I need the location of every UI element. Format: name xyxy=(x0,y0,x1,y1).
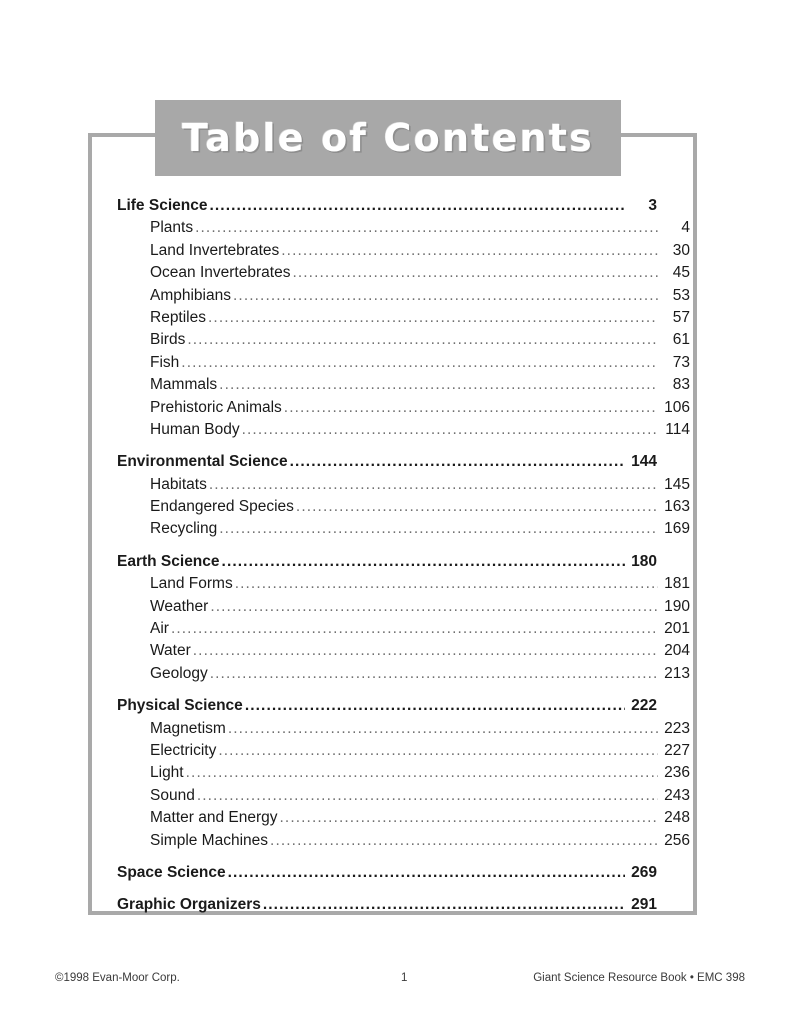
toc-dot-leader xyxy=(235,575,658,591)
toc-dot-leader xyxy=(263,896,625,912)
toc-label: Reptiles xyxy=(150,308,206,326)
toc-page-number: 180 xyxy=(631,552,657,570)
toc-label: Land Forms xyxy=(150,575,233,593)
toc-section-row[interactable] xyxy=(117,197,657,219)
toc-dot-leader xyxy=(242,421,658,437)
toc-list xyxy=(117,197,690,919)
toc-label: Ocean Invertebrates xyxy=(150,264,291,282)
toc-page-number: 30 xyxy=(672,241,690,259)
toc-label: Mammals xyxy=(150,376,218,394)
toc-dot-leader xyxy=(281,242,658,258)
toc-entry-row[interactable] xyxy=(117,598,690,620)
toc-label: Prehistoric Animals xyxy=(150,398,282,416)
toc-label: Life Science xyxy=(117,197,208,214)
toc-label: Geology xyxy=(150,664,208,682)
toc-page-number: 227 xyxy=(664,741,690,759)
toc-dot-leader xyxy=(186,764,658,780)
toc-dot-leader xyxy=(209,197,625,213)
toc-page-number: 169 xyxy=(664,520,690,538)
toc-dot-leader xyxy=(228,720,658,736)
toc-dot-leader xyxy=(284,399,658,415)
toc-dot-leader xyxy=(181,354,658,370)
toc-page-number: 248 xyxy=(664,809,690,827)
toc-page-number: 61 xyxy=(672,331,690,349)
toc-entry-row[interactable] xyxy=(117,399,690,421)
toc-page-number: 106 xyxy=(664,398,690,416)
toc-section-row[interactable] xyxy=(117,864,657,886)
toc-entry-row[interactable] xyxy=(117,309,690,331)
toc-dot-leader xyxy=(219,376,658,392)
toc-dot-leader xyxy=(210,665,658,681)
toc-entry-row[interactable] xyxy=(117,376,690,398)
toc-label: Light xyxy=(150,764,184,782)
toc-page-number: 190 xyxy=(664,597,690,615)
toc-page-number: 83 xyxy=(672,376,690,394)
footer-copyright: ©1998 Evan-Moor Corp. xyxy=(55,972,180,984)
toc-page-number: 204 xyxy=(664,642,690,660)
toc-label: Endangered Species xyxy=(150,498,294,516)
toc-entry-row[interactable] xyxy=(117,642,690,664)
toc-dot-leader xyxy=(228,864,625,880)
toc-label: Environmental Science xyxy=(117,453,288,471)
toc-page-number: 223 xyxy=(664,719,690,737)
toc-page-number: 269 xyxy=(631,863,657,881)
toc-entry-row[interactable] xyxy=(117,421,690,443)
toc-page-number: 45 xyxy=(672,264,690,282)
title-banner xyxy=(155,100,621,176)
toc-dot-leader xyxy=(210,598,658,614)
toc-label: Human Body xyxy=(150,420,240,438)
toc-entry-row[interactable] xyxy=(117,520,690,542)
toc-dot-leader xyxy=(219,520,658,536)
toc-label: Graphic Organizers xyxy=(117,896,261,914)
toc-dot-leader xyxy=(193,642,658,658)
footer-page-number: 1 xyxy=(401,972,408,984)
toc-label: Habitats xyxy=(150,475,207,493)
footer-book-reference: Giant Science Resource Book • EMC 398 xyxy=(533,972,745,984)
toc-page-number: 291 xyxy=(631,896,657,914)
toc-label: Sound xyxy=(150,786,195,804)
toc-page-number: 114 xyxy=(665,420,690,438)
toc-label: Birds xyxy=(150,331,186,349)
toc-dot-leader xyxy=(208,309,658,325)
toc-dot-leader xyxy=(195,219,658,235)
toc-page-number: 57 xyxy=(672,308,690,326)
toc-dot-leader xyxy=(209,476,658,492)
toc-dot-leader xyxy=(218,742,658,758)
toc-entry-row[interactable] xyxy=(117,219,690,241)
toc-section-row[interactable] xyxy=(117,553,657,575)
toc-dot-leader xyxy=(233,287,658,303)
toc-entry-row[interactable] xyxy=(117,575,690,597)
toc-dot-leader xyxy=(290,453,625,469)
toc-label: Simple Machines xyxy=(150,831,269,849)
toc-page-number: 73 xyxy=(672,353,690,371)
toc-dot-leader xyxy=(197,787,658,803)
toc-label: Physical Science xyxy=(117,697,243,715)
toc-entry-row[interactable] xyxy=(117,287,690,309)
toc-label: Weather xyxy=(150,597,209,615)
toc-section-row[interactable] xyxy=(117,453,657,475)
toc-dot-leader xyxy=(292,264,658,280)
toc-label: Fish xyxy=(150,353,180,371)
toc-entry-row[interactable] xyxy=(117,620,690,642)
toc-dot-leader xyxy=(171,620,658,636)
toc-label: Recycling xyxy=(150,520,218,538)
toc-section-row[interactable] xyxy=(117,697,657,719)
toc-page-number: 256 xyxy=(664,831,690,849)
toc-entry-row[interactable] xyxy=(117,832,690,854)
toc-page-number: 181 xyxy=(664,575,690,593)
toc-page-number: 236 xyxy=(664,764,690,782)
toc-label: Plants xyxy=(150,219,194,237)
toc-page-number: 243 xyxy=(664,786,690,804)
toc-label: Magnetism xyxy=(150,719,226,737)
toc-page-number: 222 xyxy=(631,697,657,715)
toc-entry-row[interactable] xyxy=(117,264,690,286)
toc-label: Earth Science xyxy=(117,552,220,570)
toc-label: Electricity xyxy=(150,741,217,759)
toc-entry-row[interactable] xyxy=(117,809,690,831)
toc-entry-row[interactable] xyxy=(117,354,690,376)
toc-dot-leader xyxy=(187,331,658,347)
page-title: Table of Contents xyxy=(182,116,594,160)
page-footer xyxy=(55,972,745,992)
toc-page-number: 201 xyxy=(664,620,690,638)
toc-page-number: 3 xyxy=(648,197,657,214)
toc-page-number: 4 xyxy=(681,219,690,237)
toc-page-number: 163 xyxy=(664,498,690,516)
toc-label: Amphibians xyxy=(150,286,231,304)
toc-dot-leader xyxy=(270,832,658,848)
toc-entry-row[interactable] xyxy=(117,787,690,809)
toc-label: Air xyxy=(150,620,169,638)
toc-entry-row[interactable] xyxy=(117,665,690,687)
toc-section-row[interactable] xyxy=(117,896,657,918)
toc-label: Water xyxy=(150,642,191,660)
toc-dot-leader xyxy=(280,809,658,825)
toc-entry-row[interactable] xyxy=(117,331,690,353)
toc-dot-leader xyxy=(245,697,625,713)
toc-dot-leader xyxy=(296,498,658,514)
toc-label: Matter and Energy xyxy=(150,809,278,827)
toc-entry-row[interactable] xyxy=(117,764,690,786)
toc-label: Space Science xyxy=(117,863,226,881)
toc-label: Land Invertebrates xyxy=(150,241,280,259)
toc-page-number: 53 xyxy=(672,286,690,304)
toc-dot-leader xyxy=(222,553,625,569)
toc-page-number: 213 xyxy=(664,664,690,682)
toc-entry-row[interactable] xyxy=(117,476,690,498)
toc-entry-row[interactable] xyxy=(117,720,690,742)
toc-entry-row[interactable] xyxy=(117,742,690,764)
toc-page-number: 145 xyxy=(664,475,690,493)
toc-entry-row[interactable] xyxy=(117,242,690,264)
toc-page-number: 144 xyxy=(631,453,657,471)
toc-entry-row[interactable] xyxy=(117,498,690,520)
